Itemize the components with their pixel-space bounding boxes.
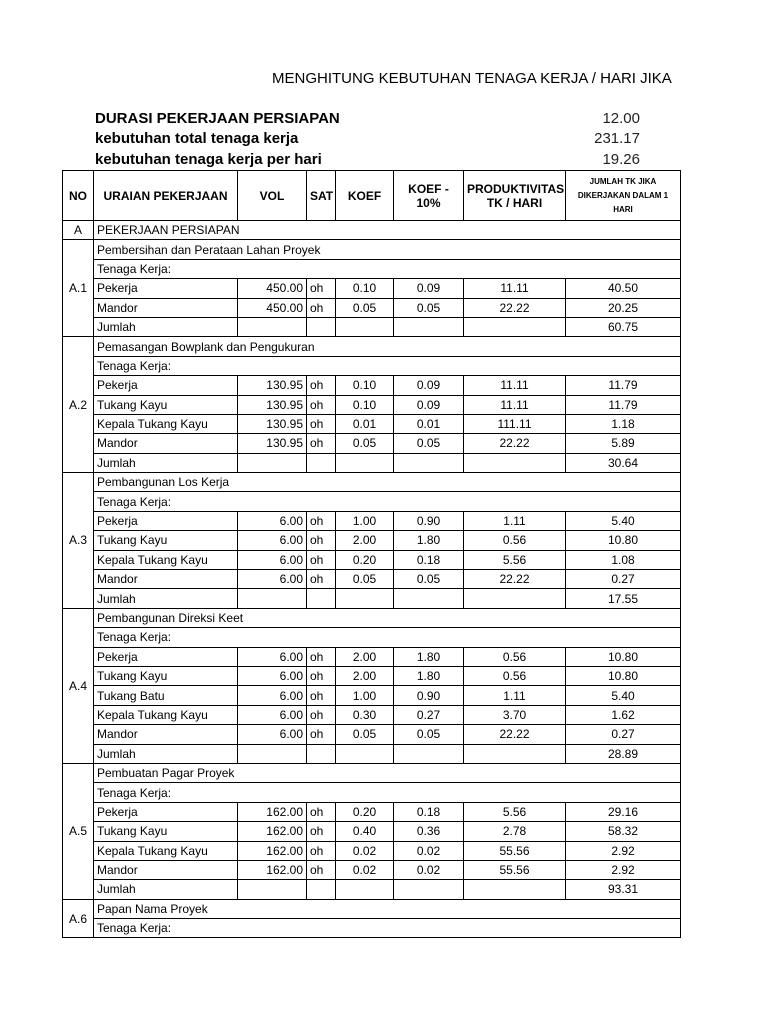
productivity-cell: 1.11 [464, 686, 566, 705]
table-row [63, 550, 681, 569]
empty-cell [238, 589, 307, 608]
summary-row-duration [95, 110, 680, 130]
vol-cell: 6.00 [238, 570, 307, 589]
group-title: Papan Nama Proyek [94, 899, 681, 918]
jumlah-cell: 20.25 [566, 298, 681, 317]
sat-cell: oh [307, 550, 336, 569]
empty-cell [464, 880, 566, 899]
worker-name: Pekerja [94, 376, 238, 395]
section-code: A [63, 221, 94, 240]
group-code: A.4 [63, 608, 94, 763]
sat-cell: oh [307, 705, 336, 724]
table-row [63, 414, 681, 433]
sat-cell: oh [307, 822, 336, 841]
sat-cell: oh [307, 647, 336, 666]
worker-name: Kepala Tukang Kayu [94, 705, 238, 724]
koef-cell: 0.02 [336, 841, 394, 860]
jumlah-cell: 1.18 [566, 414, 681, 433]
worker-name: Kepala Tukang Kayu [94, 414, 238, 433]
worker-name: Pekerja [94, 802, 238, 821]
worker-name: Kepala Tukang Kayu [94, 550, 238, 569]
koef-cell: 2.00 [336, 531, 394, 550]
sat-cell: oh [307, 841, 336, 860]
vol-cell: 6.00 [238, 511, 307, 530]
table-row [63, 841, 681, 860]
sat-cell: oh [307, 531, 336, 550]
koef10-cell: 0.02 [394, 860, 464, 879]
labor-label-row [63, 492, 681, 511]
summary-row-workforce-per-day [95, 151, 680, 171]
sat-cell: oh [307, 860, 336, 879]
jumlah-cell: 10.80 [566, 666, 681, 685]
koef10-cell: 0.05 [394, 570, 464, 589]
labor-label-row [63, 356, 681, 375]
jumlah-cell: 2.92 [566, 860, 681, 879]
koef10-cell: 0.09 [394, 279, 464, 298]
jumlah-cell: 1.62 [566, 705, 681, 724]
table-row [63, 686, 681, 705]
empty-cell [307, 880, 336, 899]
jumlah-cell: 2.92 [566, 841, 681, 860]
sat-cell: oh [307, 298, 336, 317]
total-label: Jumlah [94, 880, 238, 899]
table-row [63, 725, 681, 744]
sat-cell: oh [307, 686, 336, 705]
empty-cell [336, 453, 394, 472]
empty-cell [336, 589, 394, 608]
vol-cell: 6.00 [238, 531, 307, 550]
vol-cell: 130.95 [238, 395, 307, 414]
koef10-cell: 0.18 [394, 802, 464, 821]
productivity-cell: 55.56 [464, 860, 566, 879]
productivity-cell: 1.11 [464, 511, 566, 530]
jumlah-cell: 11.79 [566, 395, 681, 414]
summary-value: 231.17 [594, 130, 640, 147]
header-no: NO [63, 171, 94, 221]
koef10-cell: 1.80 [394, 531, 464, 550]
koef-cell: 2.00 [336, 666, 394, 685]
worker-name: Mandor [94, 570, 238, 589]
summary-label: kebutuhan tenaga kerja per hari [95, 151, 322, 168]
table-row [63, 705, 681, 724]
productivity-cell: 0.56 [464, 647, 566, 666]
empty-cell [307, 317, 336, 336]
koef-cell: 0.10 [336, 376, 394, 395]
worker-name: Mandor [94, 434, 238, 453]
productivity-cell: 11.11 [464, 376, 566, 395]
worker-name: Tukang Kayu [94, 666, 238, 685]
group-title: Pembersihan dan Perataan Lahan Proyek [94, 240, 681, 259]
empty-cell [464, 453, 566, 472]
koef10-cell: 0.01 [394, 414, 464, 433]
vol-cell: 6.00 [238, 647, 307, 666]
productivity-cell: 3.70 [464, 705, 566, 724]
koef10-cell: 0.90 [394, 686, 464, 705]
table-row [63, 666, 681, 685]
vol-cell: 6.00 [238, 550, 307, 569]
koef10-cell: 0.90 [394, 511, 464, 530]
worker-name: Pekerja [94, 511, 238, 530]
vol-cell: 162.00 [238, 822, 307, 841]
group-title: Pembangunan Los Kerja [94, 473, 681, 492]
table-header-row [63, 171, 681, 221]
productivity-cell: 111.11 [464, 414, 566, 433]
productivity-cell: 22.22 [464, 725, 566, 744]
empty-cell [394, 880, 464, 899]
empty-cell [464, 317, 566, 336]
vol-cell: 6.00 [238, 705, 307, 724]
worker-name: Pekerja [94, 647, 238, 666]
empty-cell [238, 744, 307, 763]
sat-cell: oh [307, 279, 336, 298]
koef10-cell: 0.02 [394, 841, 464, 860]
jumlah-cell: 40.50 [566, 279, 681, 298]
vol-cell: 162.00 [238, 841, 307, 860]
productivity-cell: 55.56 [464, 841, 566, 860]
header-koef-10: KOEF - 10% [394, 171, 464, 221]
group-title: Pembangunan Direksi Keet [94, 608, 681, 627]
productivity-cell: 11.11 [464, 279, 566, 298]
vol-cell: 162.00 [238, 802, 307, 821]
vol-cell: 130.95 [238, 434, 307, 453]
sat-cell: oh [307, 511, 336, 530]
worker-name: Tukang Kayu [94, 822, 238, 841]
header-produktivitas: PRODUKTIVITAS TK / HARI [464, 171, 566, 221]
header-koef: KOEF [336, 171, 394, 221]
total-label: Jumlah [94, 589, 238, 608]
koef10-cell: 0.36 [394, 822, 464, 841]
jumlah-cell: 10.80 [566, 647, 681, 666]
header-jumlah: JUMLAH TK JIKA DIKERJAKAN DALAM 1 HARI [566, 171, 681, 221]
empty-cell [336, 880, 394, 899]
labor-table [62, 170, 681, 938]
koef-cell: 1.00 [336, 511, 394, 530]
sat-cell: oh [307, 570, 336, 589]
group-title-row [63, 240, 681, 259]
koef10-cell: 0.09 [394, 376, 464, 395]
total-value: 17.55 [566, 589, 681, 608]
koef-cell: 2.00 [336, 647, 394, 666]
table-row [63, 511, 681, 530]
header-sat: SAT [307, 171, 336, 221]
koef-cell: 0.10 [336, 279, 394, 298]
jumlah-cell: 5.89 [566, 434, 681, 453]
worker-name: Mandor [94, 725, 238, 744]
koef-cell: 0.40 [336, 822, 394, 841]
koef10-cell: 0.05 [394, 725, 464, 744]
group-code: A.2 [63, 337, 94, 473]
worker-name: Tukang Kayu [94, 395, 238, 414]
group-title-row [63, 337, 681, 356]
koef-cell: 0.05 [336, 298, 394, 317]
productivity-cell: 22.22 [464, 298, 566, 317]
jumlah-cell: 58.32 [566, 822, 681, 841]
labor-label: Tenaga Kerja: [94, 259, 681, 278]
jumlah-cell: 1.08 [566, 550, 681, 569]
worker-name: Tukang Kayu [94, 531, 238, 550]
koef10-cell: 0.18 [394, 550, 464, 569]
koef10-cell: 1.80 [394, 666, 464, 685]
vol-cell: 6.00 [238, 666, 307, 685]
worker-name: Tukang Batu [94, 686, 238, 705]
productivity-cell: 0.56 [464, 531, 566, 550]
vol-cell: 162.00 [238, 860, 307, 879]
total-label: Jumlah [94, 744, 238, 763]
productivity-cell: 22.22 [464, 570, 566, 589]
group-code: A.3 [63, 473, 94, 609]
koef-cell: 0.05 [336, 570, 394, 589]
koef10-cell: 0.09 [394, 395, 464, 414]
koef-cell: 0.20 [336, 550, 394, 569]
summary-value: 19.26 [602, 151, 640, 168]
empty-cell [394, 453, 464, 472]
vol-cell: 6.00 [238, 686, 307, 705]
empty-cell [394, 744, 464, 763]
labor-label: Tenaga Kerja: [94, 919, 681, 938]
header-vol: VOL [238, 171, 307, 221]
total-value: 28.89 [566, 744, 681, 763]
total-value: 93.31 [566, 880, 681, 899]
sat-cell: oh [307, 414, 336, 433]
empty-cell [394, 317, 464, 336]
sat-cell: oh [307, 434, 336, 453]
group-code: A.1 [63, 240, 94, 337]
vol-cell: 130.95 [238, 414, 307, 433]
table-row [63, 376, 681, 395]
group-title-row [63, 899, 681, 918]
group-title: Pembuatan Pagar Proyek [94, 763, 681, 782]
empty-cell [336, 744, 394, 763]
empty-cell [307, 744, 336, 763]
empty-cell [238, 453, 307, 472]
koef-cell: 0.01 [336, 414, 394, 433]
koef-cell: 0.02 [336, 860, 394, 879]
summary-value: 12.00 [602, 110, 640, 127]
sat-cell: oh [307, 666, 336, 685]
jumlah-cell: 29.16 [566, 802, 681, 821]
worker-name: Mandor [94, 298, 238, 317]
productivity-cell: 22.22 [464, 434, 566, 453]
labor-label: Tenaga Kerja: [94, 492, 681, 511]
jumlah-cell: 5.40 [566, 511, 681, 530]
worker-name: Pekerja [94, 279, 238, 298]
koef10-cell: 0.05 [394, 298, 464, 317]
section-row [63, 221, 681, 240]
koef-cell: 0.20 [336, 802, 394, 821]
koef-cell: 0.05 [336, 434, 394, 453]
empty-cell [394, 589, 464, 608]
summary-label: kebutuhan total tenaga kerja [95, 130, 299, 147]
koef10-cell: 0.05 [394, 434, 464, 453]
table-body [63, 221, 681, 938]
koef-cell: 0.05 [336, 725, 394, 744]
productivity-cell: 11.11 [464, 395, 566, 414]
vol-cell: 6.00 [238, 725, 307, 744]
koef-cell: 1.00 [336, 686, 394, 705]
empty-cell [336, 317, 394, 336]
total-row [63, 453, 681, 472]
page-title: MENGHITUNG KEBUTUHAN TENAGA KERJA / HARI JIKA [272, 70, 672, 87]
total-row [63, 317, 681, 336]
table-row [63, 298, 681, 317]
sat-cell: oh [307, 376, 336, 395]
empty-cell [307, 453, 336, 472]
total-value: 30.64 [566, 453, 681, 472]
total-row [63, 589, 681, 608]
jumlah-cell: 0.27 [566, 570, 681, 589]
labor-label-row [63, 259, 681, 278]
group-title-row [63, 608, 681, 627]
jumlah-cell: 11.79 [566, 376, 681, 395]
sat-cell: oh [307, 725, 336, 744]
total-label: Jumlah [94, 453, 238, 472]
labor-label-row [63, 628, 681, 647]
table-row [63, 434, 681, 453]
group-code: A.6 [63, 899, 94, 938]
labor-label: Tenaga Kerja: [94, 628, 681, 647]
productivity-cell: 5.56 [464, 802, 566, 821]
empty-cell [238, 317, 307, 336]
summary-label: DURASI PEKERJAAN PERSIAPAN [95, 110, 340, 127]
group-title-row [63, 473, 681, 492]
table-row [63, 570, 681, 589]
empty-cell [238, 880, 307, 899]
koef10-cell: 1.80 [394, 647, 464, 666]
productivity-cell: 5.56 [464, 550, 566, 569]
table-row [63, 802, 681, 821]
jumlah-cell: 5.40 [566, 686, 681, 705]
koef10-cell: 0.27 [394, 705, 464, 724]
table-row [63, 279, 681, 298]
productivity-cell: 2.78 [464, 822, 566, 841]
sat-cell: oh [307, 802, 336, 821]
productivity-cell: 0.56 [464, 666, 566, 685]
labor-label-row [63, 919, 681, 938]
table-row [63, 531, 681, 550]
table-row [63, 647, 681, 666]
total-row [63, 744, 681, 763]
vol-cell: 450.00 [238, 279, 307, 298]
group-title: Pemasangan Bowplank dan Pengukuran [94, 337, 681, 356]
group-title-row [63, 763, 681, 782]
table-row [63, 822, 681, 841]
labor-label: Tenaga Kerja: [94, 356, 681, 375]
sat-cell: oh [307, 395, 336, 414]
total-value: 60.75 [566, 317, 681, 336]
section-label: PEKERJAAN PERSIAPAN [94, 221, 681, 240]
koef-cell: 0.30 [336, 705, 394, 724]
table-row [63, 395, 681, 414]
vol-cell: 130.95 [238, 376, 307, 395]
worker-name: Mandor [94, 860, 238, 879]
koef-cell: 0.10 [336, 395, 394, 414]
jumlah-cell: 0.27 [566, 725, 681, 744]
header-uraian: URAIAN PEKERJAAN [94, 171, 238, 221]
vol-cell: 450.00 [238, 298, 307, 317]
jumlah-cell: 10.80 [566, 531, 681, 550]
labor-label: Tenaga Kerja: [94, 783, 681, 802]
total-label: Jumlah [94, 317, 238, 336]
total-row [63, 880, 681, 899]
empty-cell [307, 589, 336, 608]
table-row [63, 860, 681, 879]
group-code: A.5 [63, 763, 94, 899]
empty-cell [464, 589, 566, 608]
worker-name: Kepala Tukang Kayu [94, 841, 238, 860]
summary-row-total-workforce [95, 130, 680, 150]
labor-label-row [63, 783, 681, 802]
empty-cell [464, 744, 566, 763]
